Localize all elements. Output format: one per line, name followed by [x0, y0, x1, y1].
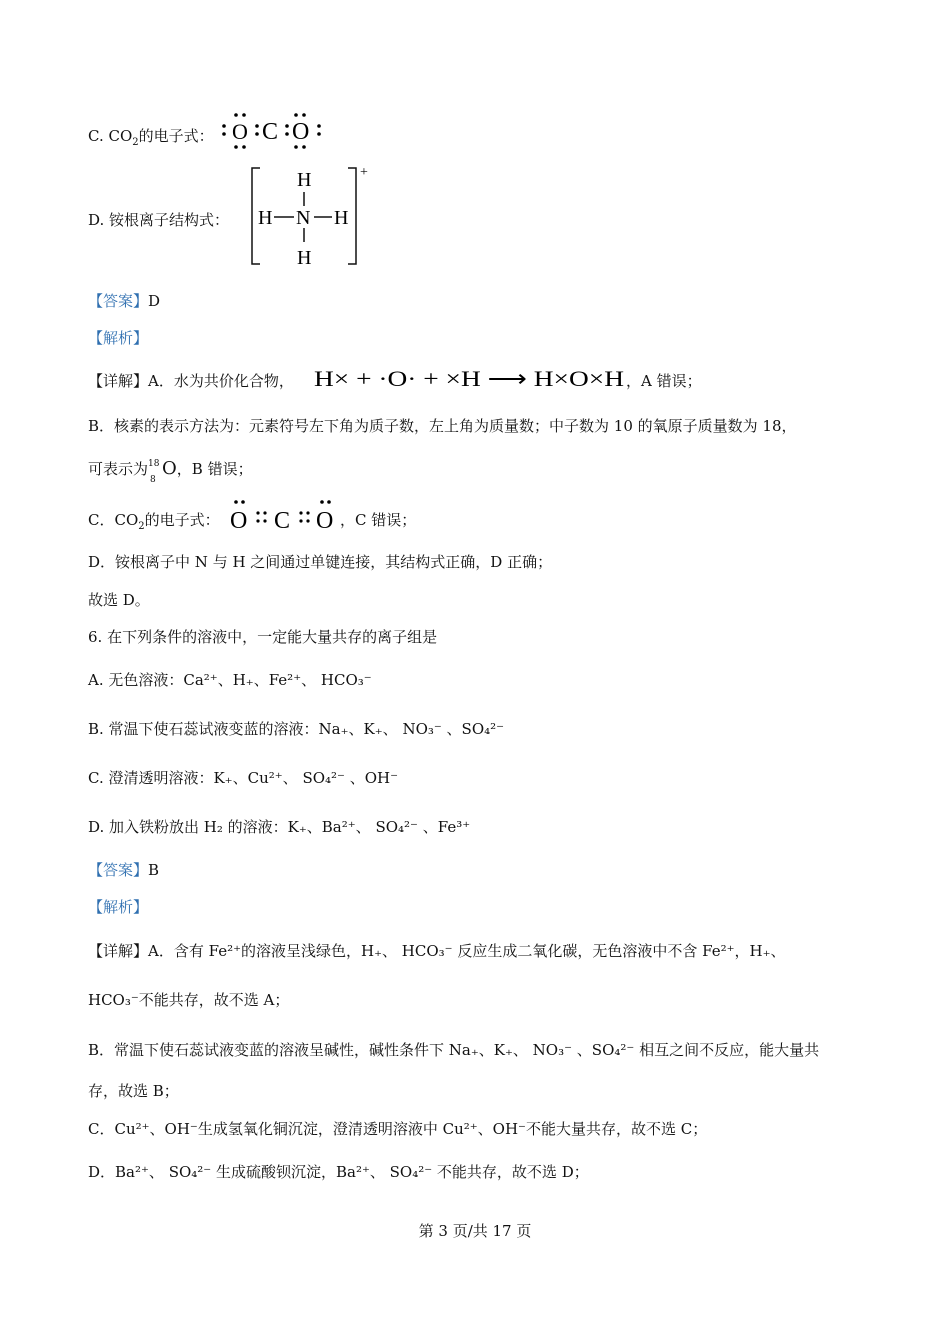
ammonium-structure-formula — [246, 162, 376, 272]
answer-2-value: B — [148, 861, 160, 879]
option-c-after: 的电子式： — [138, 127, 214, 145]
ammonium-center-n: N — [296, 207, 311, 229]
question-6-option-a: A. 无色溶液：Ca²⁺、H₊、Fe²⁺、 HCO₃⁻ — [88, 671, 372, 689]
detail-1-b-line2 — [88, 458, 253, 485]
question-6-stem: 6. 在下列条件的溶液中，一定能大量共存的离子组是 — [88, 628, 438, 646]
isotope-mass: 18 — [148, 459, 160, 469]
ammonium-top-h: H — [297, 169, 312, 191]
water-formation-formula — [314, 356, 626, 400]
detail-1-conclusion: 故选 D。 — [88, 591, 150, 609]
co2-correct-text: O ∷ C ∷ O — [228, 540, 233, 541]
option-d-label: D. 铵根离子结构式： — [88, 211, 230, 229]
answer-1-value: D — [148, 292, 161, 310]
detail-2-a-line1-text: A．含有 Fe²⁺的溶液呈浅绿色，H₊、 HCO₃⁻ 反应生成二氧化碳，无色溶液中不含 Fe²⁺，H₊、 — [148, 942, 786, 960]
detail-1-a — [88, 371, 294, 391]
svg-text:O: O — [230, 508, 248, 534]
detail-1-d: D．铵根离子中 N 与 H 之间通过单键连接，其结构式正确，D 正确； — [88, 553, 553, 571]
question-6-option-c: C. 澄清透明溶液：K₊、Cu²⁺、 SO₄²⁻ 、OH⁻ — [88, 769, 399, 787]
detail-1-a-text: A．水为共价化合物， — [148, 372, 294, 390]
detail-1-a-end: ，A 错误； — [626, 372, 702, 390]
detail-2-b-line1: B．常温下使石蕊试液变蓝的溶液呈碱性，碱性条件下 Na₊、K₊、 NO₃⁻ 、SO₄²⁻ 相互之间不反应，能大量共 — [88, 1041, 820, 1059]
svg-text:C: C — [262, 119, 279, 145]
question-6-option-b: B. 常温下使石蕊试液变蓝的溶液：Na₊、K₊、 NO₃⁻ 、SO₄²⁻ — [88, 720, 505, 738]
svg-text:O: O — [232, 119, 249, 144]
analysis-2-tag: 【解析】 — [88, 898, 149, 916]
detail-2-a-line2: HCO₃⁻不能共存，故不选 A； — [88, 991, 290, 1009]
water-formula-text: H× + ·O· + ×H ⟶ H×O×H — [314, 366, 625, 391]
svg-text:O: O — [292, 119, 310, 145]
co2-electron-formula-correct — [228, 496, 340, 540]
co2-electron-formula-wrong — [218, 109, 328, 153]
detail-1-c-end: ，C 错误； — [340, 511, 417, 529]
answer-1-tag: 【答案】 — [88, 292, 149, 310]
answer-1 — [88, 291, 160, 311]
option-c-sub: 2 — [132, 137, 139, 148]
isotope-number: 8 — [150, 475, 156, 485]
ammonium-left-h: H — [258, 207, 273, 229]
ammonium-right-h: H — [334, 207, 349, 229]
answer-2-tag: 【答案】 — [88, 861, 149, 879]
detail-1-b-line1: B．核素的表示方法为：元素符号左下角为质子数，左上角为质量数；中子数为 10 的氧原子质量数为 18， — [88, 417, 797, 435]
detail-1-c-pre: C．CO — [88, 511, 139, 529]
isotope-symbol: O — [162, 458, 177, 479]
ammonium-bottom-h: H — [297, 247, 312, 269]
detail-1-b-pre: 可表示为 — [88, 460, 149, 478]
isotope-notation — [148, 459, 162, 485]
detail-2-c-line: C．Cu²⁺、OH⁻生成氢氧化铜沉淀，澄清透明溶液中 Cu²⁺、OH⁻不能大量共存，故不选 C； — [88, 1120, 708, 1138]
detail-1-b-end: ，B 错误； — [176, 460, 253, 478]
option-c-line — [88, 121, 328, 153]
svg-text:C: C — [274, 508, 291, 534]
ammonium-charge: + — [360, 165, 368, 180]
analysis-1-tag: 【解析】 — [88, 329, 149, 347]
detail-2-tag: 【详解】 — [88, 942, 149, 960]
page-footer: 第 3 页/共 17 页 — [418, 1222, 532, 1240]
option-c-label: C. CO — [88, 127, 133, 145]
svg-text:O: O — [316, 508, 334, 534]
detail-1-c-mid: 的电子式： — [144, 511, 220, 529]
detail-2-a-line1 — [88, 941, 786, 961]
detail-1-c — [88, 510, 220, 537]
detail-2-d-line: D．Ba²⁺、 SO₄²⁻ 生成硫酸钡沉淀，Ba²⁺、 SO₄²⁻ 不能共存，故不选 D； — [88, 1163, 589, 1181]
detail-2-b-line2: 存，故选 B； — [88, 1082, 179, 1100]
answer-2 — [88, 860, 159, 880]
detail-1-tag: 【详解】 — [88, 372, 149, 390]
question-6-option-d: D. 加入铁粉放出 H₂ 的溶液：K₊、Ba²⁺、 SO₄²⁻ 、Fe³⁺ — [88, 818, 471, 836]
detail-1-c-sub: 2 — [138, 521, 145, 532]
